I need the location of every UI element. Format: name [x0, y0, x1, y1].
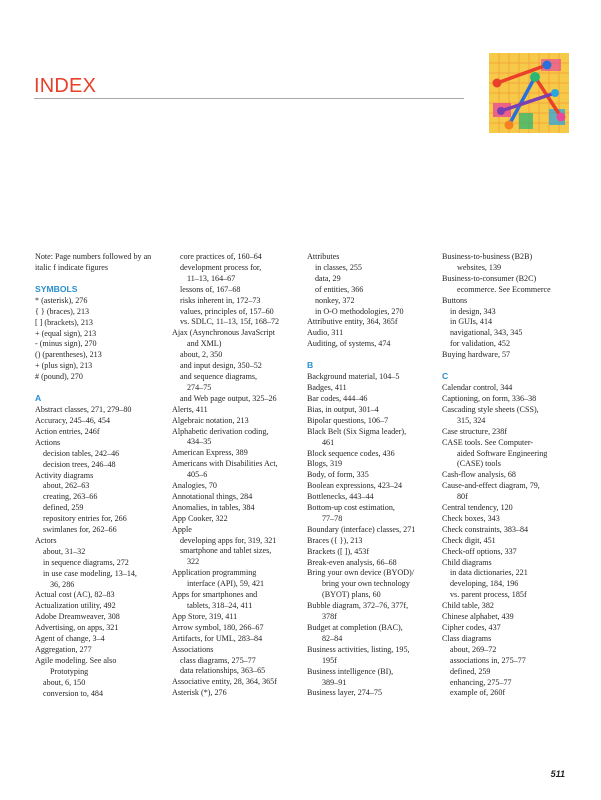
index-entry: Audio, 311 [307, 328, 344, 338]
index-entry: Ajax (Asynchronous JavaScript [172, 328, 275, 338]
index-entry: development process for, [180, 262, 262, 272]
index-entry: ecommerce. See Ecommerce [457, 284, 551, 294]
page-number: 511 [550, 769, 565, 779]
index-entry: Business-to-business (B2B) [442, 252, 533, 261]
index-entry: in design, 343 [450, 306, 496, 316]
index-entry: () (parentheses), 213 [35, 350, 102, 360]
index-entry: 461 [322, 437, 335, 447]
index-entry: Case structure, 238f [442, 426, 507, 436]
index-entry: 378f [322, 612, 337, 622]
index-entry: Alphabetic derivation coding, [172, 426, 269, 436]
index-column-3 [307, 252, 435, 699]
index-entry: Attributive entity, 364, 365f [307, 317, 398, 327]
index-entry: and XML) [187, 339, 222, 349]
index-entry: Bar codes, 444–46 [307, 393, 368, 403]
index-entry: Cause-and-effect diagram, 79, [442, 481, 540, 491]
index-entry: Artifacts, for UML, 283–84 [172, 633, 263, 643]
index-entry: about, 262–63 [43, 481, 90, 491]
index-entry: Captioning, on form, 336–38 [442, 393, 537, 403]
index-entry: repository entries for, 266 [43, 514, 127, 524]
index-entry: in classes, 255 [315, 262, 362, 272]
index-entry: Check-off options, 337 [442, 546, 517, 556]
index-entry: Apps for smartphones and [172, 590, 258, 600]
index-entry: defined, 259 [43, 503, 84, 513]
index-entry: Body, of form, 335 [307, 470, 369, 480]
section-heading: C [442, 371, 449, 382]
index-entry: Associative entity, 28, 364, 365f [172, 677, 277, 687]
index-entry: in use case modeling, 13–14, [43, 568, 137, 578]
index-entry: Central tendency, 120 [442, 503, 513, 513]
index-entry: CASE tools. See Computer- [442, 437, 534, 447]
index-entry: + (plus sign), 213 [35, 361, 93, 371]
index-entry: bring your own technology [322, 579, 410, 589]
index-entry: Bottom-up cost estimation, [307, 503, 395, 513]
index-entry: about, 31–32 [43, 546, 86, 556]
index-entry: data relationships, 363–65 [180, 666, 266, 676]
index-entry: 274–75 [187, 382, 212, 392]
index-entry: defined, 259 [450, 666, 491, 676]
section-heading: A [35, 393, 42, 404]
index-entry: conversion to, 484 [43, 688, 104, 698]
index-entry: Background material, 104–5 [307, 372, 400, 382]
index-entry: (BYOT) plans, 60 [322, 590, 381, 600]
index-entry: example of, 260f [450, 688, 506, 698]
index-entry: in O-O methodologies, 270 [315, 306, 404, 316]
index-entry: class diagrams, 275–77 [180, 655, 256, 665]
index-entry: 36, 286 [50, 579, 75, 589]
index-entry: associations in, 275–77 [450, 655, 526, 665]
index-entry: Asterisk (*), 276 [172, 688, 227, 698]
index-entry: Braces ({ }), 213 [307, 535, 363, 545]
index-entry: Arrow symbol, 180, 266–67 [172, 622, 264, 632]
index-entry: Abstract classes, 271, 279–80 [35, 405, 132, 415]
index-entry: Cipher codes, 437 [442, 623, 501, 632]
page-title: INDEX [34, 75, 97, 97]
index-entry: values, principles of, 157–60 [180, 306, 274, 316]
index-entry: tablets, 318–24, 411 [187, 601, 253, 610]
index-entry: Actual cost (AC), 82–83 [35, 590, 115, 600]
index-entry: Agent of change, 3–4 [35, 634, 105, 644]
index-entry: 82–84 [322, 633, 343, 643]
index-column-4 [442, 252, 570, 699]
index-entry: Alerts, 411 [172, 404, 208, 414]
index-entry: Check boxes, 343 [442, 513, 500, 523]
index-entry: in sequence diagrams, 272 [43, 557, 129, 567]
index-entry: Anomalies, in tables, 384 [172, 502, 255, 512]
index-entry: websites, 139 [457, 262, 502, 272]
index-entry: Black Belt (Six Sigma leader), [307, 426, 407, 436]
index-entry: Advertising, on apps, 321 [35, 623, 119, 633]
index-entry: Budget at completion (BAC), [307, 623, 403, 632]
index-entry: Agile modeling. See also [35, 655, 117, 665]
index-entry: American Express, 389 [172, 448, 248, 458]
index-entry: Application programming [172, 568, 257, 578]
index-entry: data, 29 [315, 273, 341, 283]
section-heading: B [307, 360, 314, 371]
index-entry: of entities, 366 [315, 284, 364, 294]
index-entry: [ ] (brackets), 213 [35, 317, 93, 327]
index-entry: Cascading style sheets (CSS), [442, 404, 539, 414]
index-entry: swimlanes for, 262–66 [43, 525, 117, 535]
index-entry: Business layer, 274–75 [307, 688, 382, 698]
index-entry: Accuracy, 245–46, 454 [35, 415, 110, 425]
index-entry: 315, 324 [457, 415, 486, 425]
index-entry: Action entries, 246f [35, 426, 100, 436]
index-entry: Analogies, 70 [172, 481, 217, 491]
index-entry: about, 269–72 [450, 644, 497, 654]
index-entry: Check digit, 451 [442, 535, 496, 545]
index-entry: interface (API), 59, 421 [187, 579, 265, 589]
index-entry: Americans with Disabilities Act, [172, 459, 278, 469]
index-entry: and Web page output, 325–26 [180, 393, 277, 403]
index-entry: { } (braces), 213 [35, 306, 90, 316]
index-entry: Activity diagrams [35, 470, 94, 480]
index-entry: Prototyping [50, 666, 89, 676]
index-entry: + (equal sign), 213 [35, 328, 97, 338]
index-entry: Bipolar questions, 106–7 [307, 415, 389, 425]
index-entry: Actors [35, 535, 57, 545]
index-entry: Adobe Dreamweaver, 308 [35, 612, 120, 622]
index-entry: Bring your own device (BYOD)/ [307, 568, 414, 578]
index-entry: 322 [187, 557, 200, 567]
index-entry: Buying hardware, 57 [442, 350, 511, 360]
index-entry: and sequence diagrams, [180, 371, 258, 381]
index-entry: in data dictionaries, 221 [450, 568, 528, 578]
index-entry: vs. parent process, 185f [450, 590, 527, 600]
index-entry: Bubble diagram, 372–76, 377f, [307, 601, 409, 611]
index-entry: Buttons [442, 295, 468, 305]
index-entry: 11–13, 164–67 [187, 273, 236, 283]
index-entry: Annotational things, 284 [172, 491, 253, 501]
index-entry: Actions [35, 437, 61, 447]
index-entry: Actualization utility, 492 [35, 601, 116, 611]
index-entry: 77–78 [322, 513, 343, 523]
index-entry: Badges, 411 [307, 383, 347, 393]
index-entry: Aggregation, 277 [35, 645, 92, 654]
index-entry: about, 6, 150 [43, 677, 86, 687]
index-entry: Class diagrams [442, 633, 492, 643]
index-entry: # (pound), 270 [35, 372, 83, 382]
index-entry: navigational, 343, 345 [450, 328, 523, 338]
index-entry: developing, 184, 196 [450, 579, 519, 589]
index-entry: and input design, 350–52 [180, 361, 262, 371]
index-entry: Apple [172, 524, 192, 534]
index-entry: 80f [457, 492, 468, 502]
title-divider [34, 98, 464, 99]
index-entry: Chinese alphabet, 439 [442, 612, 514, 622]
index-entry: enhancing, 275–77 [450, 677, 512, 687]
index-column-2 [172, 252, 300, 699]
index-entry: 405–6 [187, 470, 208, 480]
index-entry: developing apps for, 319, 321 [180, 535, 277, 545]
index-entry: Cash-flow analysis, 68 [442, 470, 516, 480]
index-entry: core practices of, 160–64 [180, 252, 262, 261]
index-note: Note: Page numbers followed by an italic f indicate figures [35, 252, 152, 272]
index-entry: risks inherent in, 172–73 [180, 295, 261, 305]
index-entry: 434–35 [187, 437, 212, 447]
index-entry: 195f [322, 655, 337, 665]
index-entry: Business intelligence (BI), [307, 666, 394, 676]
index-entry: Boundary (interface) classes, 271 [307, 524, 416, 534]
index-entry: 389–91 [322, 677, 347, 687]
index-entry: Block sequence codes, 436 [307, 448, 395, 458]
index-entry: creating, 263–66 [43, 492, 98, 502]
index-entry: Auditing, of systems, 474 [307, 339, 391, 349]
index-column-1 [35, 252, 163, 700]
section-heading: SYMBOLS [35, 283, 78, 294]
index-entry: Algebraic notation, 213 [172, 415, 249, 425]
index-entry: Child diagrams [442, 557, 492, 567]
index-entry: in GUIs, 414 [450, 317, 493, 327]
index-entry: decision trees, 246–48 [43, 459, 116, 469]
index-entry: Blogs, 319 [307, 459, 343, 469]
index-entry: Bias, in output, 301–4 [307, 404, 379, 414]
index-entry: Brackets ([ ]), 453f [307, 546, 370, 556]
index-entry: decision tables, 242–46 [43, 448, 120, 458]
index-entry: Boolean expressions, 423–24 [307, 481, 403, 491]
index-entry: Child table, 382 [442, 601, 494, 611]
abstract-colorful-grid-image [489, 53, 569, 133]
index-entry: Business activities, listing, 195, [307, 644, 410, 654]
index-entry: nonkey, 372 [315, 295, 355, 305]
index-entry: Calendar control, 344 [442, 383, 513, 393]
index-entry: App Store, 319, 411 [172, 611, 238, 621]
index-entry: Check constraints, 383–84 [442, 524, 529, 534]
index-entry: for validation, 452 [450, 339, 511, 349]
index-entry: smartphone and tablet sizes, [180, 546, 272, 556]
index-entry: lessons of, 167–68 [180, 284, 241, 294]
index-entry: Attributes [307, 252, 340, 261]
index-entry: aided Software Engineering [457, 448, 548, 458]
index-entry: - (minus sign), 270 [35, 339, 97, 349]
index-entry: (CASE) tools [457, 459, 501, 469]
index-entry: Bottlenecks, 443–44 [307, 492, 374, 502]
index-entry: about, 2, 350 [180, 350, 223, 360]
index-entry: Break-even analysis, 66–68 [307, 557, 397, 567]
index-entry: App Cooker, 322 [172, 513, 228, 523]
index-entry: vs. SDLC, 11–13, 15f, 168–72 [180, 317, 280, 327]
index-entry: Associations [172, 644, 214, 654]
index-entry: Business-to-consumer (B2C) [442, 273, 537, 283]
index-entry: * (asterisk), 276 [35, 295, 88, 305]
